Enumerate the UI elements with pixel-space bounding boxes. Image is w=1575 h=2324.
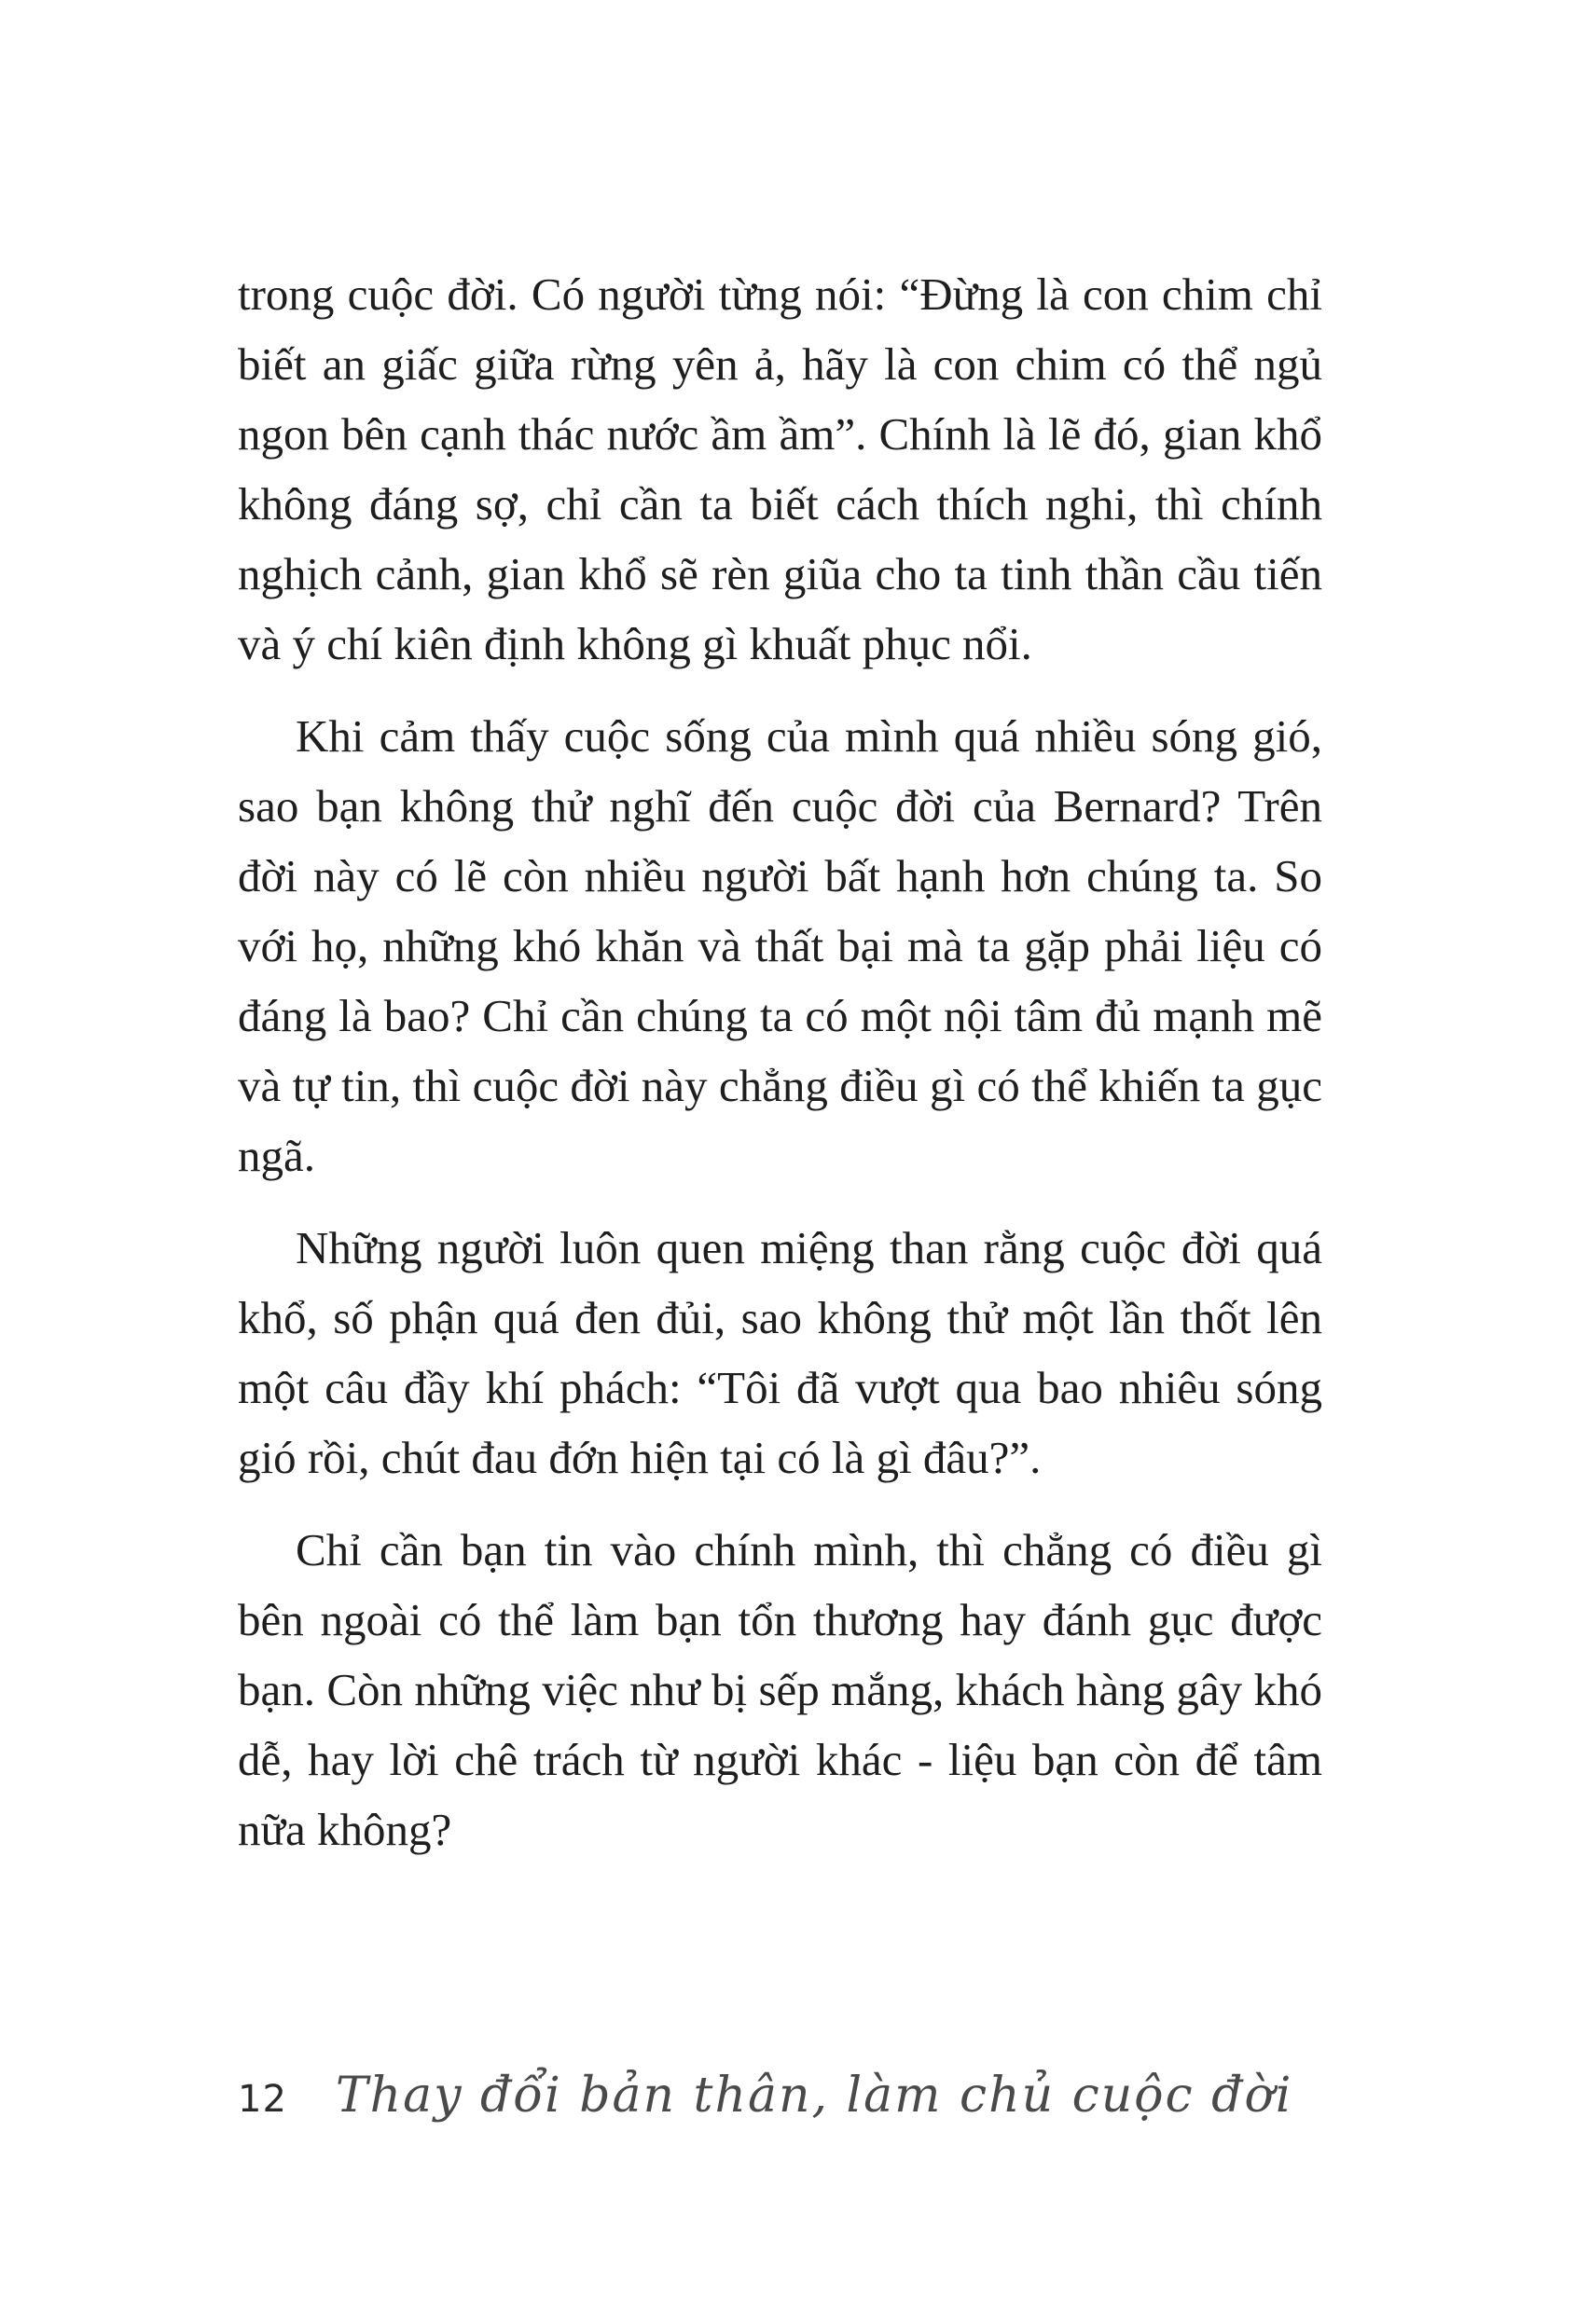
running-title: Thay đổi bản thân, làm chủ cuộc đời	[335, 2068, 1293, 2124]
page-body	[238, 259, 1322, 1887]
paragraph: Khi cảm thấy cuộc sống của mình quá nhiều sóng gió, sao bạn không thử nghĩ đến cuộc đời của Bernard? Trên đời này có lẽ còn nhiều người bất hạnh hơn chúng ta. So với họ, những khó khăn và thất bại mà ta gặp phải liệu có đáng là bao? Chỉ cần chúng ta có một nội tâm đủ mạnh mẽ và tự tin, thì cuộc đời này chẳng điều gì có thể khiến ta gục ngã.	[238, 710, 1322, 1181]
page-footer	[238, 2068, 1322, 2170]
paragraph: Những người luôn quen miệng than rằng cuộc đời quá khổ, số phận quá đen đủi, sao không thử một lần thốt lên một câu đầy khí phách: “Tôi đã vượt qua bao nhiêu sóng gió rồi, chút đau đớn hiện tại có là gì đâu?”.	[238, 1222, 1322, 1483]
paragraph: trong cuộc đời. Có người từng nói: “Đừng là con chim chỉ biết an giấc giữa rừng yên ả, hãy là con chim có thể ngủ ngon bên cạnh thác nước ầm ầm”. Chính là lẽ đó, gian khổ không đáng sợ, chỉ cần ta biết cách thích nghi, thì chính nghịch cảnh, gian khổ sẽ rèn giũa cho ta tinh thần cầu tiến và ý chí kiên định không gì khuất phục nổi.	[238, 268, 1322, 669]
paragraph: Chỉ cần bạn tin vào chính mình, thì chẳng có điều gì bên ngoài có thể làm bạn tổn thương hay đánh gục được bạn. Còn những việc như bị sếp mắng, khách hàng gây khó dễ, hay lời chê trách từ người khác - liệu bạn còn để tâm nữa không?	[238, 1524, 1322, 1855]
page-number: 12	[238, 2078, 287, 2121]
